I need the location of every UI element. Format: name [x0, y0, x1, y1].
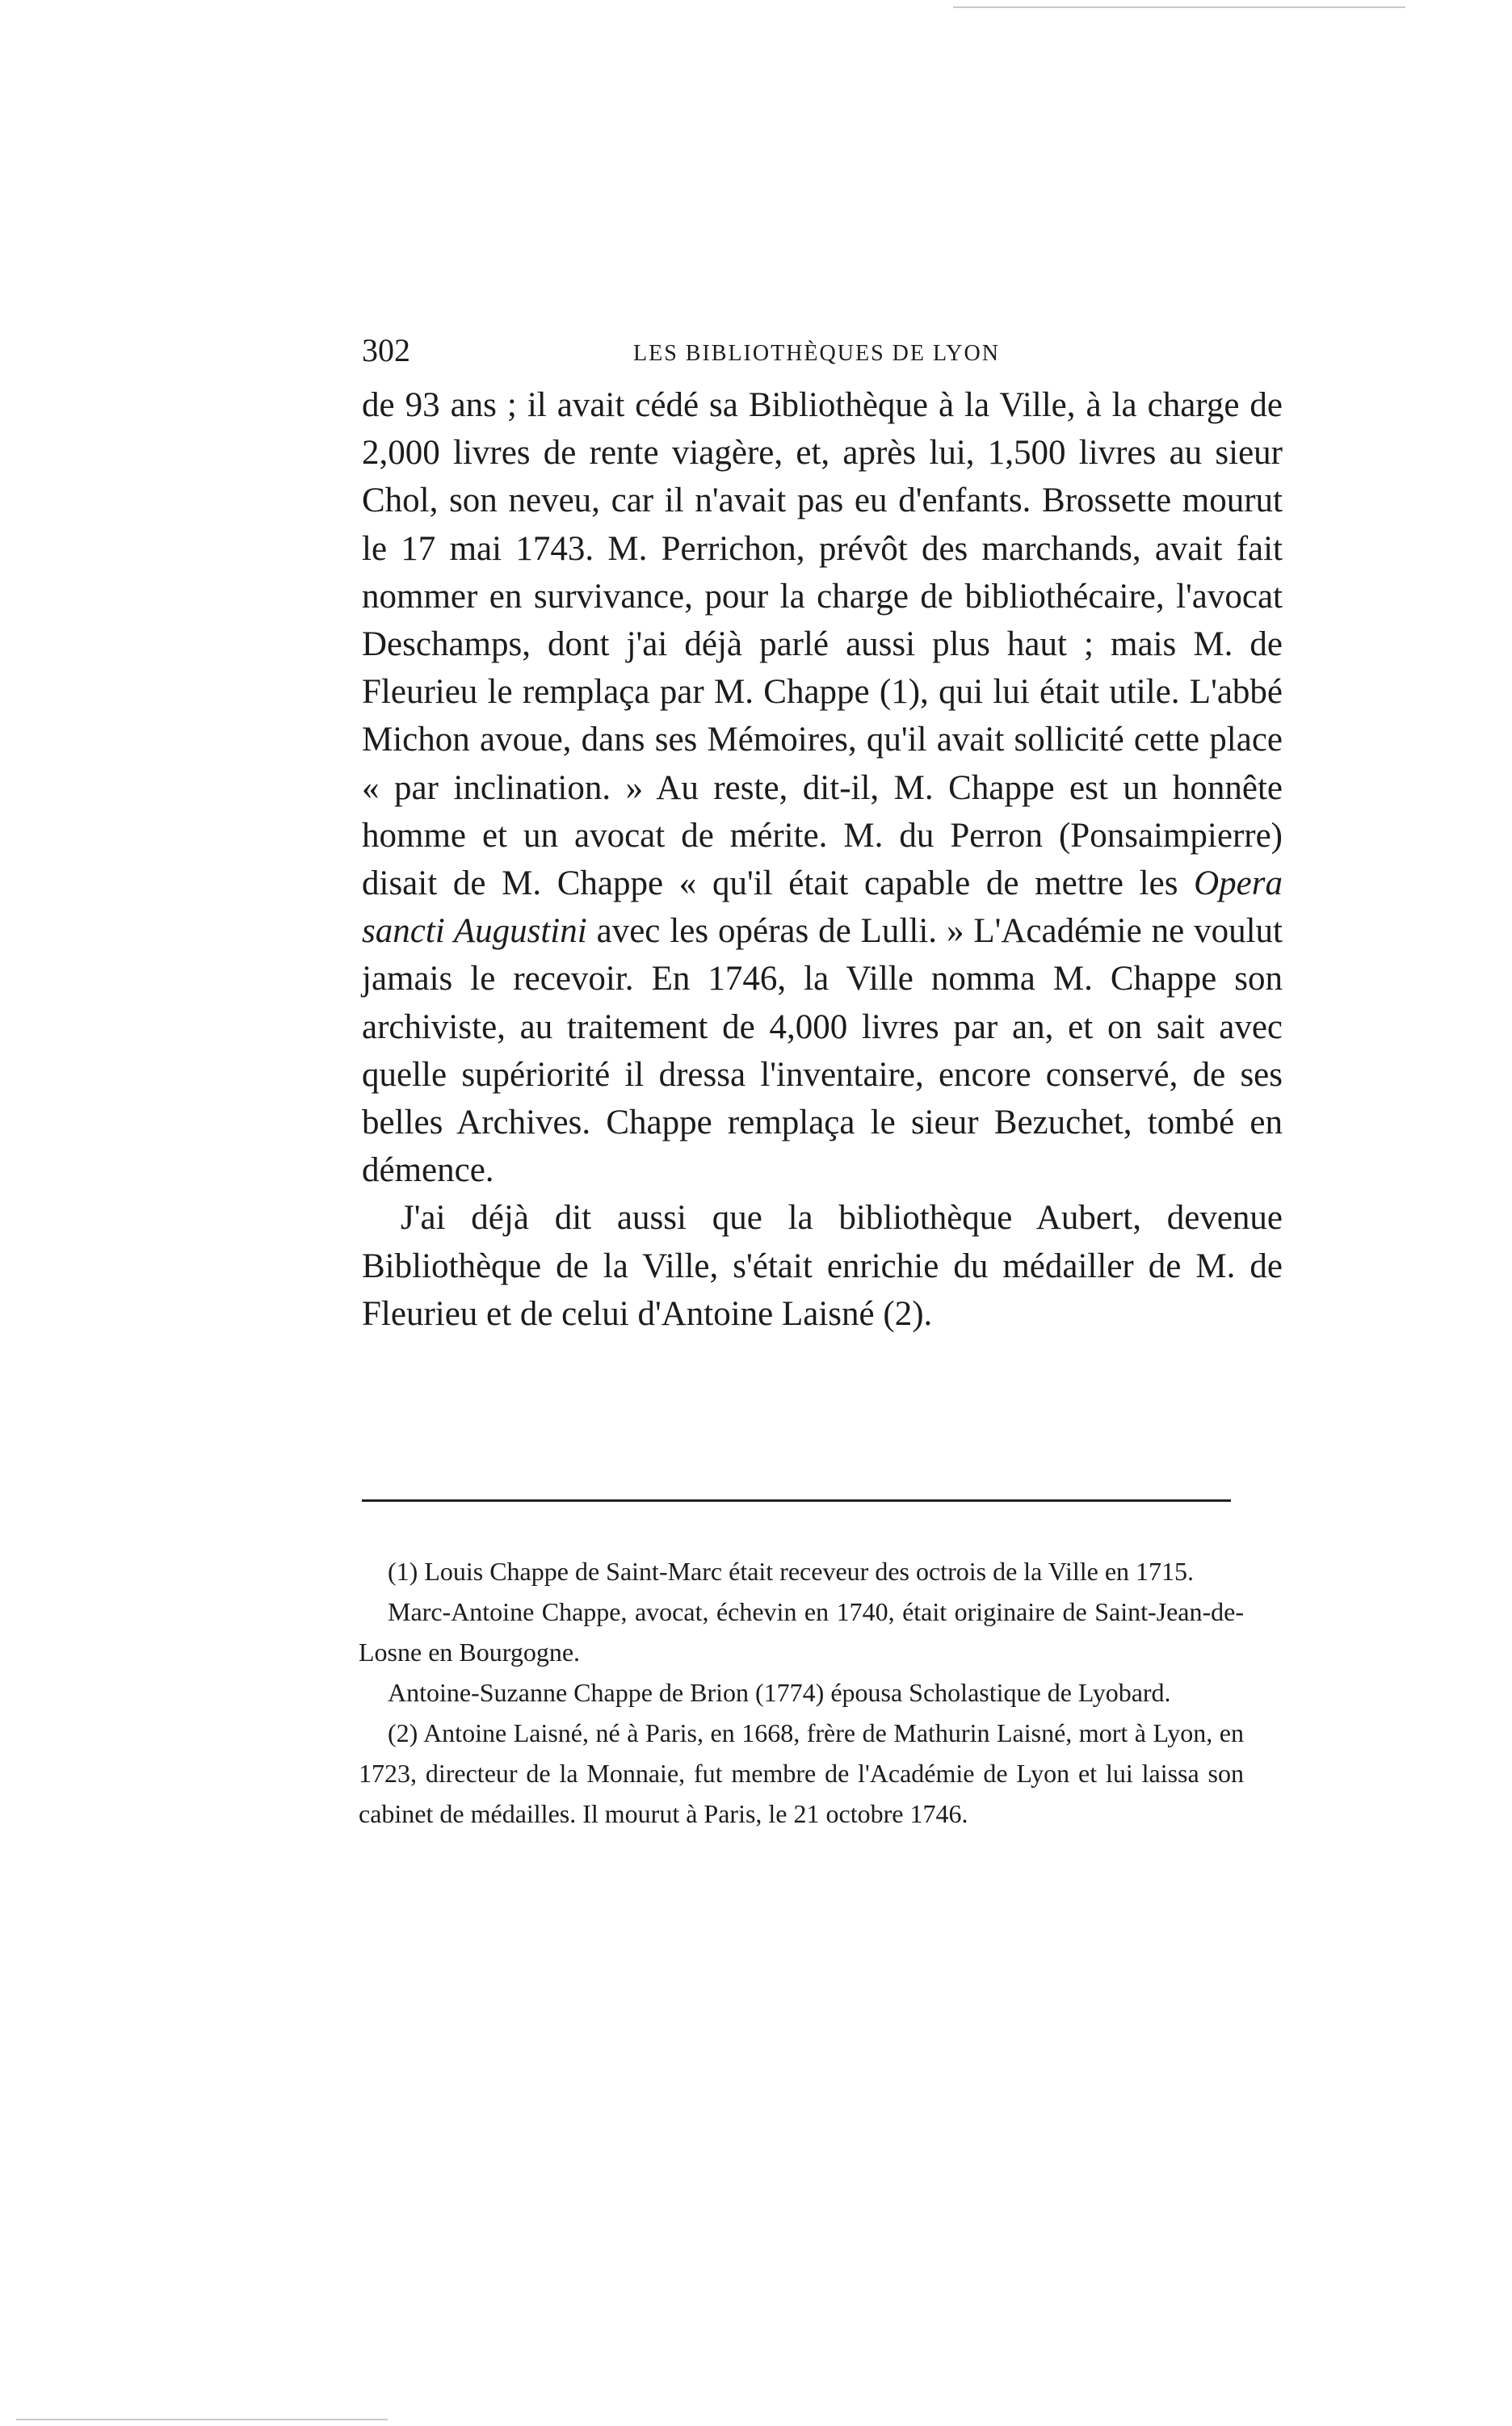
footnote-1-continued-marc-antoine: Marc-Antoine Chappe, avocat, échevin en 1740, était originaire de Saint-Jean-de-Losne en Bourgogne.	[359, 1597, 1244, 1667]
italic-title-opera-sancti-augustini: Opera sancti Augustini	[362, 864, 1283, 951]
main-text	[362, 381, 1283, 1338]
running-title: LES BIBLIOTHÈQUES DE LYON	[633, 341, 1000, 366]
footnote-1-continued-antoine-suzanne: Antoine-Suzanne Chappe de Brion (1774) épousa Scholastique de Lyobard.	[388, 1678, 1171, 1707]
paragraph-1-text-a: de 93 ans ; il avait cédé sa Bibliothèque à la Ville, à la charge de 2,000 livres de rente viagère, et, après lui, 1,500 livres au sieur Chol, son neveu, car il n'avait pas eu d'enfants. Brossette mourut le 17 mai 1743. M. Perrichon, prévôt des marchands, avait fait nommer en survivance, pour la charge de bibliothécaire, l'avocat Deschamps, dont j'ai déjà parlé aussi plus haut ; mais M. de Fleurieu le remplaça par M. Chappe (1), qui lui était utile. L'abbé Michon avoue, dans ses Mémoires, qu'il avait sollicité cette place « par inclination. » Au reste, dit-il, M. Chappe est un honnête homme et un avocat de mérite. M. du Perron (Ponsaimpierre) disait de M. Chappe « qu'il était capable de mettre les	[362, 386, 1283, 903]
scan-edge-mark-top	[953, 6, 1405, 8]
paragraph-2: J'ai déjà dit aussi que la bibliothèque Aubert, devenue Bibliothèque de la Ville, s'était enrichie du médailler de M. de Fleurieu et de celui d'Antoine Laisné (2).	[362, 1199, 1283, 1333]
page-header	[362, 326, 1283, 375]
paragraph-1-text-b: avec les opéras de Lulli. » L'Académie ne voulut jamais le recevoir. En 1746, la Ville nomma M. Chappe son archiviste, au traitement de 4,000 livres par an, et on sait avec quelle supériorité il dressa l'inventaire, encore conservé, de ses belles Archives. Chappe remplaça le sieur Bezuchet, tombé en démence.	[362, 912, 1283, 1190]
footnote-1: (1) Louis Chappe de Saint-Marc était receveur des octrois de la Ville en 1715.	[388, 1557, 1195, 1586]
paragraph-1	[362, 381, 1283, 1194]
page-number: 302	[362, 332, 410, 368]
footnote-2: (2) Antoine Laisné, né à Paris, en 1668, frère de Mathurin Laisné, mort à Lyon, en 1723, directeur de la Monnaie, fut membre de l'Académie de Lyon et lui laissa son cabinet de médailles. Il mourut à Paris, le 21 octobre 1746.	[359, 1718, 1244, 1828]
footnotes	[359, 1551, 1244, 1834]
footnote-divider	[362, 1499, 1231, 1502]
scan-edge-mark-bottom	[16, 2419, 388, 2420]
